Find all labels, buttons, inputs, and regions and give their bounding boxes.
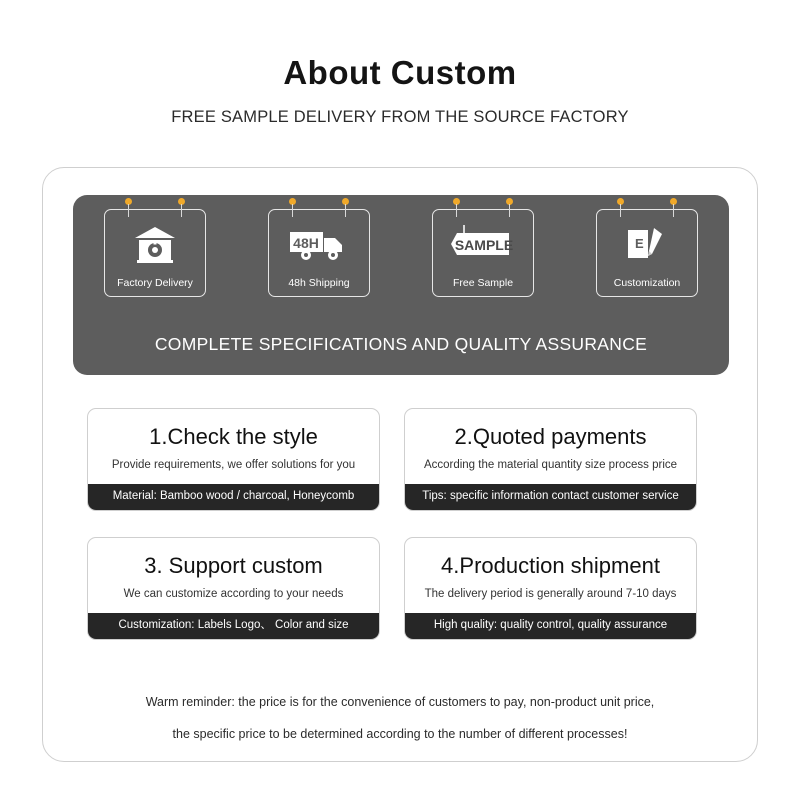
badge-free-sample: [432, 209, 534, 297]
pencil-ruler-icon: [597, 210, 697, 278]
pin-left-icon: [125, 198, 132, 205]
features-banner: [73, 195, 729, 375]
svg-text:E: E: [635, 236, 644, 252]
badge-48h-shipping: [268, 209, 370, 297]
pin-right-icon: [178, 198, 185, 205]
pin-left-icon: [453, 198, 460, 205]
pin-right-icon: [670, 198, 677, 205]
badge-label: Factory Delivery: [117, 277, 193, 290]
step-title: 3. Support custom: [144, 552, 323, 578]
truck-icon: [269, 210, 369, 278]
factory-icon: [105, 210, 205, 278]
badge-customization: [596, 209, 698, 297]
badge-label: Customization: [613, 277, 681, 290]
badge-label: Free Sample: [452, 277, 514, 290]
footnote-line-2: the specific price to be determined according to the number of different processes!: [172, 727, 628, 741]
step-description: Provide requirements, we offer solutions for you: [111, 459, 356, 472]
footnotes: [43, 678, 757, 742]
step-card-4: [404, 537, 697, 640]
badge-factory-delivery: [104, 209, 206, 297]
page-header: [0, 0, 800, 127]
pin-left-icon: [617, 198, 624, 205]
step-title: 2.Quoted payments: [454, 424, 647, 449]
pin-right-icon: [506, 198, 513, 205]
step-title: 1.Check the style: [149, 424, 318, 449]
pin-right-icon: [342, 198, 349, 205]
badge-list: [73, 209, 729, 297]
page-subtitle: FREE SAMPLE DELIVERY FROM THE SOURCE FACTORY: [171, 107, 629, 126]
step-description: According the material quantity size process price: [423, 459, 678, 472]
step-card-3: [87, 537, 380, 640]
step-footer-note: High quality: quality control, quality assurance: [405, 613, 696, 639]
svg-text:48H: 48H: [293, 235, 319, 252]
step-card-list: [87, 408, 717, 640]
step-footer-note: Customization: Labels Logo、 Color and size: [88, 613, 379, 639]
footnote-line-1: Warm reminder: the price is for the convenience of customers to pay, non-product unit price,: [145, 695, 655, 709]
step-card-1: [87, 408, 380, 511]
step-footer-note: Tips: specific information contact customer service: [405, 484, 696, 510]
badge-label: 48h Shipping: [288, 277, 350, 290]
step-description: We can customize according to your needs: [123, 587, 344, 600]
step-title: 4.Production shipment: [441, 552, 660, 578]
step-description: The delivery period is generally around 7-10 days: [424, 587, 677, 600]
pin-left-icon: [289, 198, 296, 205]
sample-tag-icon: [433, 210, 533, 278]
svg-text:SAMPLE: SAMPLE: [454, 237, 514, 254]
page-title: About Custom: [283, 54, 517, 91]
step-footer-note: Material: Bamboo wood / charcoal, Honeycomb: [88, 484, 379, 510]
step-card-2: [404, 408, 697, 511]
banner-caption: COMPLETE SPECIFICATIONS AND QUALITY ASSURANCE: [154, 334, 648, 354]
content-card: [42, 167, 758, 762]
